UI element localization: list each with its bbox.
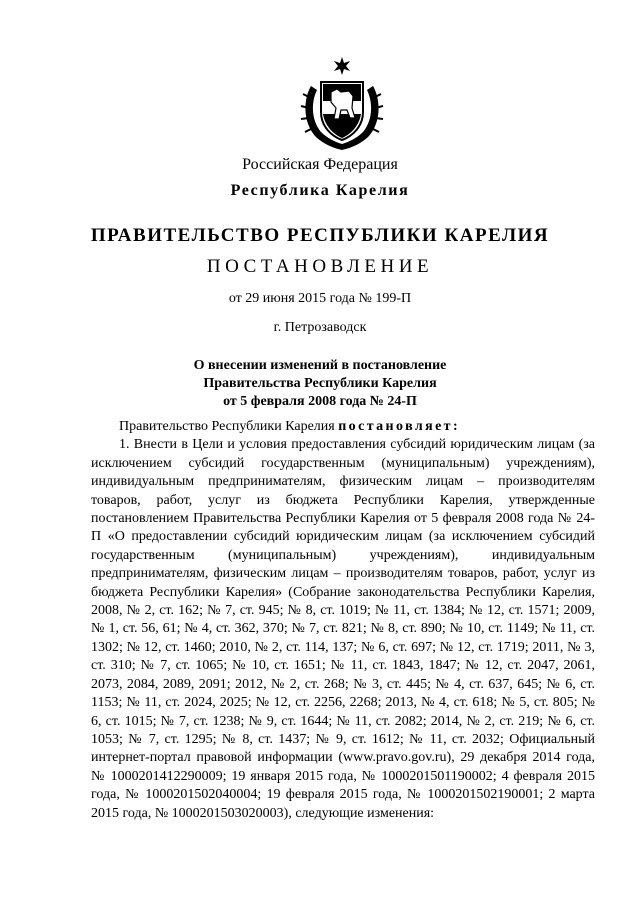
government-name: ПРАВИТЕЛЬСТВО РЕСПУБЛИКИ КАРЕЛИЯ [90,225,550,246]
subject-line: О внесении изменений в постановление [193,358,447,373]
resolves-keyword: постановляет: [338,419,461,434]
republic-name: Республика Карелия [230,182,410,199]
document-body [91,418,595,823]
document-city: г. Петрозаводск [273,320,367,335]
document-type: ПОСТАНОВЛЕНИЕ [206,256,434,277]
country-name: Российская Федерация [242,156,398,173]
document-date-number: от 29 июня 2015 года № 199-П [228,291,412,306]
subject-line: Правительства Республики Карелия [203,376,437,391]
intro-text: Правительство Республики Карелия [119,419,339,434]
intro-paragraph [91,418,595,436]
subject-line: от 5 февраля 2008 года № 24-П [223,394,417,409]
document-subject [0,357,640,411]
paragraph-1: 1. Внести в Цели и условия предоставления субсидий юридическим лицам (за исключением субсидий государственным (муниципальным) учреждениям), индивидуальным предпринимателям, физическим лицам – производителям товаров, работ, услуг из бюджета Республики Карелия, утвержденные постановлением Правительства Республики Карелия от 5 февраля 2008 года № 24-П «О предоставлении субсидий юридическим лицам (за исключением субсидий государственным (муниципальным) учреждениям), индивидуальным предпринимателям, физическим лицам – производителям товаров, работ, услуг из бюджета Республики Карелия» (Собрание законодательства Республики Карелия, 2008, № 2, ст. 162; № 7, ст. 945; № 8, ст. 1019; № 11, ст. 1384; № 12, ст. 1571; 2009, № 1, ст. 56, 61; № 4, ст. 362, 370; № 7, ст. 821; № 8, ст. 890; № 10, ст. 1149; № 11, ст. 1302; № 12, ст. 1460; 2010, № 2, ст. 114, 137; № 6, ст. 697; № 12, ст. 1719; 2011, № 3, ст. 310; № 7, ст. 1065; № 10, ст. 1651; № 11, ст. 1843, 1847; № 12, ст. 2047, 2061, 2073, 2084, 2089, 2091; 2012, № 2, ст. 268; № 3, ст. 445; № 4, ст. 637, 645; № 6, ст. 1153; № 11, ст. 2024, 2025; № 12, ст. 2256, 2268; 2013, № 4, ст. 618; № 5, ст. 805; № 6, ст. 1015; № 7, ст. 1238; № 9, ст. 1644; № 11, ст. 2082; 2014, № 2, ст. 219; № 6, ст. 1053; № 7, ст. 1295; № 8, ст. 1437; № 9, ст. 1612; № 11, ст. 2032; Официальный интернет-портал правовой информации (www.pravo.gov.ru), 29 декабря 2014 года, № 1000201412290009; 19 января 2015 года, № 1000201501190002; 4 февраля 2015 года, № 1000201502040004; 19 февраля 2015 года, № 1000201502190001; 2 марта 2015 года, № 1000201503020003), следующие изменения: [91,437,595,821]
karelia-coat-of-arms-icon [297,56,387,152]
